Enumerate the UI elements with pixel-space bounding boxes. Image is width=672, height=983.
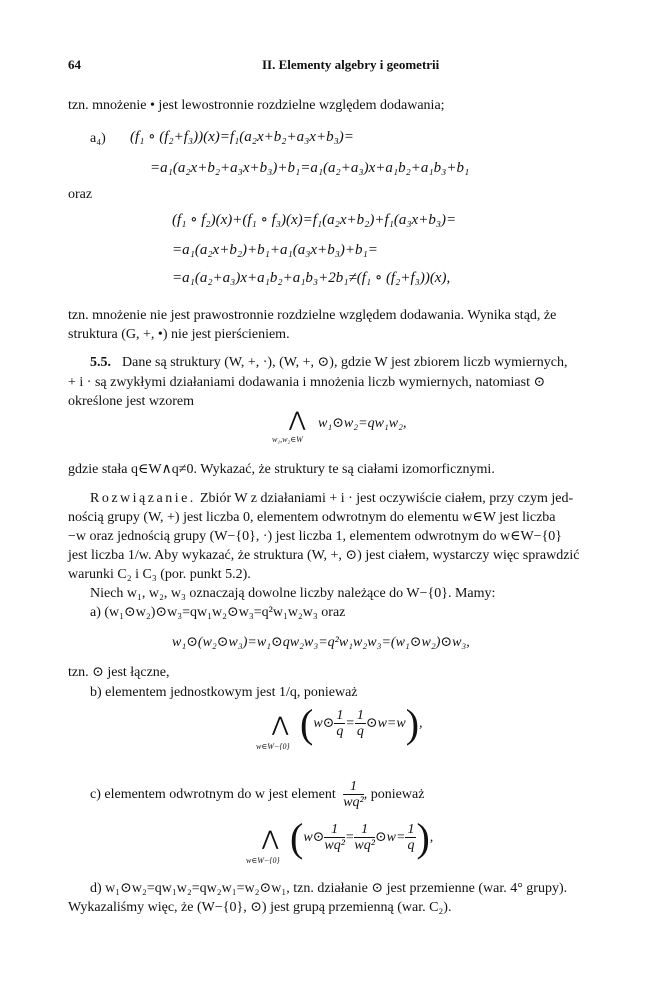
denominator: q [407, 838, 415, 854]
text-line: d) w₁⊙w₂=qw₁w₂=qw₂w₁=w₂⊙w₁, tzn. działanie ⊙ jest przemienne (war. 4° grupy). [90, 881, 568, 896]
text-line: warunki C₂ i C₃ (por. punkt 5.2). [68, 567, 251, 582]
text-line: Niech w₁, w₂, w₃ oznaczają dowolne liczby należące do W−{0}. Mamy: [90, 586, 496, 601]
quantifier-subscript: w∈W−{0} [246, 856, 280, 865]
text-line: Dane są struktury (W, +, ·), (W, +, ⊙), gdzie W jest zbiorem liczb wymiernych, [122, 355, 568, 370]
numerator: 1 [407, 822, 415, 838]
eq-part: w⊙ [303, 830, 325, 845]
numerator: 1 [354, 822, 375, 838]
forall-symbol: ⋀ [289, 409, 306, 431]
quantifier-subscript: w₁,w₂∈W [272, 435, 303, 444]
quantifier-subscript: w∈W−{0} [256, 742, 290, 751]
equation-display: (w⊙ $\frac{1}{q}$ = $\frac{1}{q}$ ⊙w=w), [300, 700, 423, 746]
forall-symbol: ⋀ [272, 714, 289, 736]
fraction [334, 708, 345, 739]
forall-symbol: ⋀ [262, 828, 279, 850]
text-line: tzn. mnożenie • jest lewostronnie rozdzielne względem dodawania; [68, 98, 445, 113]
text-line: −w oraz jednością grupy (W−{0}, ·) jest liczba 1, elementem odwrotnym do w∈W−{0} [68, 529, 563, 544]
text-line: oraz [68, 187, 93, 202]
text-line: tzn. ⊙ jest łączne, [68, 665, 170, 680]
fraction [355, 708, 366, 739]
numerator: 1 [324, 822, 345, 838]
eq-part: , [429, 830, 434, 845]
eq-part: ⊙w=w [365, 716, 406, 731]
text-line: + i · są zwykłymi działaniami dodawania i mnożenia liczb wymiernych, natomiast ⊙ [68, 375, 546, 390]
equation-line: =a₁(a₂x+b₂+a₃x+b₃)+b₁=a₁(a₂+a₃)x+a₁b₂+a₁b₃+b₁ [150, 160, 470, 176]
text-line: nością grupy (W, +) jest liczba 0, elementem odwrotnym do elementu w∈W jest liczba [68, 510, 556, 525]
text-line: określone jest wzorem [68, 394, 194, 409]
eq-part: = [345, 716, 355, 731]
text-line [90, 778, 424, 812]
running-title: II. Elementy algebry i geometrii [262, 57, 440, 72]
fraction [343, 779, 364, 810]
page-number: 64 [68, 57, 81, 72]
equation-line: (f₁ ∘ f₂)(x)+(f₁ ∘ f₃)(x)=f₁(a₂x+b₂)+f₁(a₃x+b₃)= [172, 212, 457, 228]
exercise-number [90, 354, 111, 372]
equation-line: a) (w₁⊙w₂)⊙w₃=qw₁w₂⊙w₃=q²w₁w₂w₃ oraz [90, 605, 346, 620]
eq-part: , [419, 716, 423, 731]
fraction [324, 822, 345, 853]
solution-label: Rozwiązanie. [90, 491, 196, 506]
numerator: 1 [343, 779, 364, 795]
eq-part: w⊙ [313, 716, 335, 731]
denominator: wq² [343, 795, 364, 811]
fraction [354, 822, 375, 853]
equation-line: =a₁(a₂x+b₂)+b₁+a₁(a₃x+b₃)+b₁= [172, 242, 378, 258]
text-line: tzn. mnożenie nie jest prawostronnie rozdzielne względem dodawania. Wynika stąd, że [68, 308, 557, 323]
equation-line: =a₁(a₂+a₃)x+a₁b₂+a₁b₃+2b₁≠(f₁ ∘ (f₂+f₃))(x), [172, 270, 451, 286]
equation-line: w₁⊙(w₂⊙w₃)=w₁⊙qw₂w₃=q²w₁w₂w₃=(w₁⊙w₂)⊙w₃, [172, 635, 470, 650]
denominator: q [356, 724, 364, 740]
eq-part: = [344, 830, 355, 845]
equation-display: (w⊙ $\frac{1}{\text{wq²}}$ = $\frac{1}{\text{wq²}}$ ⊙w= $\frac{1}{q}$ ), [290, 814, 434, 860]
text-line: Wykazaliśmy więc, że (W−{0}, ⊙) jest grupą przemienną (war. C₂). [68, 900, 452, 915]
denominator: wq² [324, 838, 345, 854]
exercise-label: 5.5. [90, 355, 111, 370]
numerator: 1 [356, 708, 364, 724]
text-part: , ponieważ [363, 787, 425, 802]
text-line: struktura (G, +, •) nie jest pierścieniem. [68, 327, 290, 342]
equation-line: (f₁ ∘ (f₂+f₃))(x)=f₁(a₂x+b₂+a₃x+b₃)= [130, 129, 354, 145]
item-label: a₄) [90, 131, 106, 146]
denominator: q [336, 724, 344, 740]
text-line: b) elementem jednostkowym jest 1/q, ponieważ [90, 685, 358, 700]
text-line: Zbiór W z działaniami + i · jest oczywiście ciałem, przy czym jed- [200, 491, 574, 506]
text-part: c) elementem odwrotnym do w jest element [90, 787, 336, 802]
fraction [405, 822, 416, 853]
numerator: 1 [336, 708, 344, 724]
text-line: jest liczba 1/w. Aby wykazać, że struktura (W, +, ⊙) jest ciałem, wystarczy więc sprawdzić [68, 548, 580, 563]
text-line: gdzie stała q∈W∧q≠0. Wykazać, że struktury te są ciałami izomorficznymi. [68, 462, 495, 477]
equation-line: w₁⊙w₂=qw₁w₂, [318, 416, 407, 431]
eq-part: ⊙w= [374, 830, 406, 845]
denominator: wq² [354, 838, 375, 854]
